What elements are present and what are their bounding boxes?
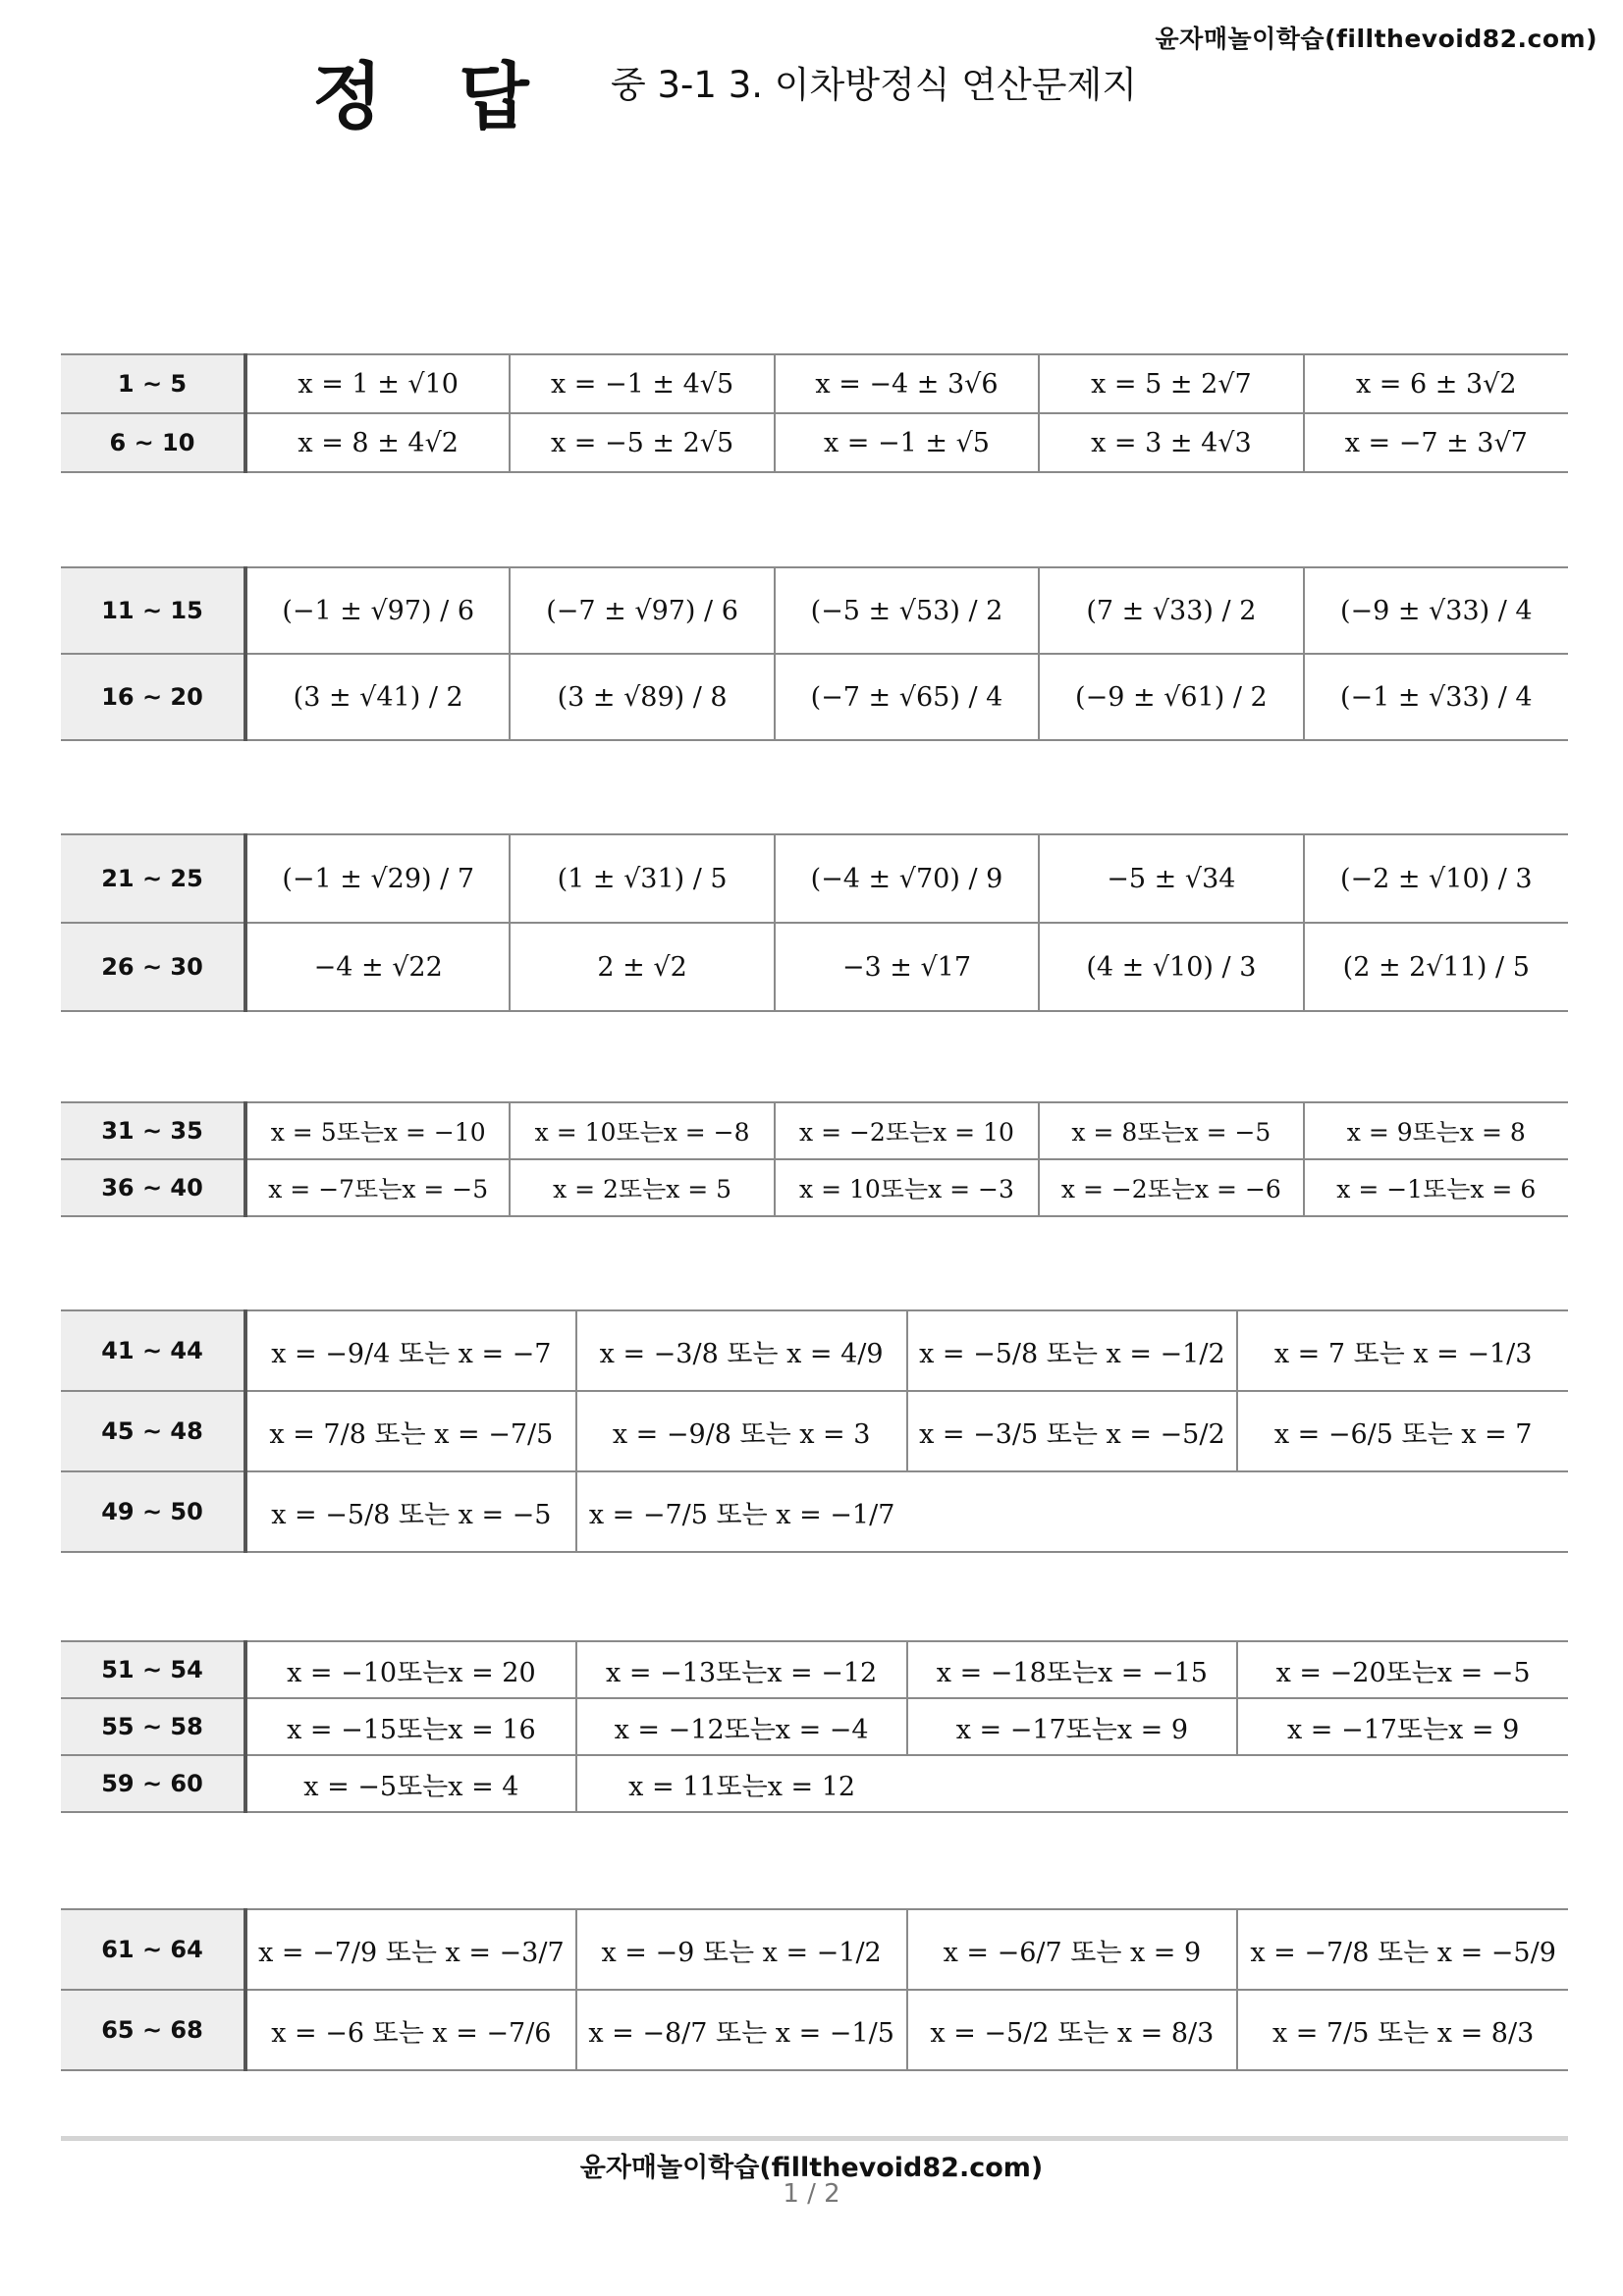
answer-cell: x = −4 ± 3√6 bbox=[775, 354, 1039, 413]
row-label: 65 ~ 68 bbox=[61, 1990, 245, 2070]
page-subtitle: 중 3-1 3. 이차방정식 연산문제지 bbox=[611, 64, 1137, 106]
answer-cell: x = −6 또는 x = −7/6 bbox=[245, 1990, 576, 2070]
answer-cell: x = −5/8 또는 x = −1/2 bbox=[907, 1310, 1238, 1391]
table-row bbox=[61, 1641, 1568, 1698]
row-label: 61 ~ 64 bbox=[61, 1909, 245, 1990]
answer-cell: x = 2또는x = 5 bbox=[510, 1159, 774, 1216]
answer-cell: x = −13또는x = −12 bbox=[576, 1641, 907, 1698]
answer-cell: x = 3 ± 4√3 bbox=[1039, 413, 1303, 472]
answer-cell: x = −5 ± 2√5 bbox=[510, 413, 774, 472]
answer-cell: x = −7/8 또는 x = −5/9 bbox=[1237, 1909, 1568, 1990]
answer-cell: x = −7또는x = −5 bbox=[245, 1159, 510, 1216]
answer-cell: x = −7/9 또는 x = −3/7 bbox=[245, 1909, 576, 1990]
answer-cell: 2 ± √2 bbox=[510, 923, 774, 1011]
table-row bbox=[61, 834, 1568, 923]
answer-cell: x = −9 또는 x = −1/2 bbox=[576, 1909, 907, 1990]
row-label: 6 ~ 10 bbox=[61, 413, 245, 472]
row-label: 16 ~ 20 bbox=[61, 654, 245, 740]
answer-cell: x = 10또는x = −8 bbox=[510, 1102, 774, 1159]
answer-cell: (−1 ± √97) / 6 bbox=[245, 567, 510, 654]
answer-cell: (3 ± √89) / 8 bbox=[510, 654, 774, 740]
answer-cell: x = −8/7 또는 x = −1/5 bbox=[576, 1990, 907, 2070]
answer-table-21-30 bbox=[61, 833, 1568, 1012]
empty-cell bbox=[907, 1755, 1238, 1812]
answer-cell: x = −10또는x = 20 bbox=[245, 1641, 576, 1698]
page-number: 1 / 2 bbox=[783, 2179, 840, 2209]
answer-cell: x = −7 ± 3√7 bbox=[1304, 413, 1568, 472]
row-label: 36 ~ 40 bbox=[61, 1159, 245, 1216]
answer-cell: x = −2또는x = −6 bbox=[1039, 1159, 1303, 1216]
answer-cell: x = 9또는x = 8 bbox=[1304, 1102, 1568, 1159]
answer-cell: x = −7/5 또는 x = −1/7 bbox=[576, 1471, 907, 1552]
answer-cell: x = −20또는x = −5 bbox=[1237, 1641, 1568, 1698]
footer-brand: 윤자매놀이학습(fillthevoid82.com) bbox=[579, 2153, 1044, 2183]
table-row bbox=[61, 1698, 1568, 1755]
answer-cell: (7 ± √33) / 2 bbox=[1039, 567, 1303, 654]
table-row bbox=[61, 1909, 1568, 1990]
answer-table-41-50 bbox=[61, 1309, 1568, 1553]
answer-cell: x = 6 ± 3√2 bbox=[1304, 354, 1568, 413]
header-brand: 윤자매놀이학습(fillthevoid82.com) bbox=[1155, 25, 1597, 53]
answer-cell: (−9 ± √33) / 4 bbox=[1304, 567, 1568, 654]
answer-cell: x = −9/8 또는 x = 3 bbox=[576, 1391, 907, 1471]
empty-cell bbox=[1237, 1471, 1568, 1552]
row-label: 26 ~ 30 bbox=[61, 923, 245, 1011]
answer-cell: −3 ± √17 bbox=[775, 923, 1039, 1011]
answer-cell: x = −15또는x = 16 bbox=[245, 1698, 576, 1755]
answer-cell: x = 8 ± 4√2 bbox=[245, 413, 510, 472]
answer-cell: x = −5/8 또는 x = −5 bbox=[245, 1471, 576, 1552]
answer-cell: x = 8또는x = −5 bbox=[1039, 1102, 1303, 1159]
answer-cell: x = −5또는x = 4 bbox=[245, 1755, 576, 1812]
answer-cell: (2 ± 2√11) / 5 bbox=[1304, 923, 1568, 1011]
answer-cell: x = −17또는x = 9 bbox=[907, 1698, 1238, 1755]
row-label: 51 ~ 54 bbox=[61, 1641, 245, 1698]
row-label: 31 ~ 35 bbox=[61, 1102, 245, 1159]
answer-cell: (−7 ± √97) / 6 bbox=[510, 567, 774, 654]
answer-cell: −5 ± √34 bbox=[1039, 834, 1303, 923]
answer-table-1-10 bbox=[61, 353, 1568, 473]
row-label: 21 ~ 25 bbox=[61, 834, 245, 923]
answer-cell: x = −1 ± 4√5 bbox=[510, 354, 774, 413]
table-row bbox=[61, 654, 1568, 740]
answer-cell: (3 ± √41) / 2 bbox=[245, 654, 510, 740]
answer-cell: x = −9/4 또는 x = −7 bbox=[245, 1310, 576, 1391]
answer-cell: x = 5또는x = −10 bbox=[245, 1102, 510, 1159]
answer-cell: (−9 ± √61) / 2 bbox=[1039, 654, 1303, 740]
page-title: 정 답 bbox=[312, 55, 555, 139]
answer-cell: x = −3/5 또는 x = −5/2 bbox=[907, 1391, 1238, 1471]
answer-cell: x = −3/8 또는 x = 4/9 bbox=[576, 1310, 907, 1391]
footer-divider bbox=[61, 2136, 1568, 2141]
answer-cell: (4 ± √10) / 3 bbox=[1039, 923, 1303, 1011]
answer-cell: x = 1 ± √10 bbox=[245, 354, 510, 413]
row-label: 49 ~ 50 bbox=[61, 1471, 245, 1552]
table-row bbox=[61, 1990, 1568, 2070]
answer-cell: x = 10또는x = −3 bbox=[775, 1159, 1039, 1216]
answer-table-61-68 bbox=[61, 1908, 1568, 2071]
answer-cell: x = 5 ± 2√7 bbox=[1039, 354, 1303, 413]
answer-table-51-60 bbox=[61, 1640, 1568, 1813]
empty-cell bbox=[907, 1471, 1238, 1552]
answer-cell: x = −12또는x = −4 bbox=[576, 1698, 907, 1755]
row-label: 11 ~ 15 bbox=[61, 567, 245, 654]
table-row bbox=[61, 1159, 1568, 1216]
table-row bbox=[61, 1471, 1568, 1552]
answer-cell: x = −18또는x = −15 bbox=[907, 1641, 1238, 1698]
answer-cell: (−2 ± √10) / 3 bbox=[1304, 834, 1568, 923]
answer-cell: x = −2또는x = 10 bbox=[775, 1102, 1039, 1159]
table-row bbox=[61, 1755, 1568, 1812]
row-label: 59 ~ 60 bbox=[61, 1755, 245, 1812]
table-row bbox=[61, 354, 1568, 413]
answer-table-31-40 bbox=[61, 1101, 1568, 1217]
empty-cell bbox=[1237, 1755, 1568, 1812]
table-row bbox=[61, 923, 1568, 1011]
table-row bbox=[61, 413, 1568, 472]
row-label: 41 ~ 44 bbox=[61, 1310, 245, 1391]
answer-cell: x = −5/2 또는 x = 8/3 bbox=[907, 1990, 1238, 2070]
answer-cell: x = 7 또는 x = −1/3 bbox=[1237, 1310, 1568, 1391]
answer-cell: −4 ± √22 bbox=[245, 923, 510, 1011]
row-label: 55 ~ 58 bbox=[61, 1698, 245, 1755]
row-label: 45 ~ 48 bbox=[61, 1391, 245, 1471]
answer-table-11-20 bbox=[61, 566, 1568, 741]
answer-cell: (−7 ± √65) / 4 bbox=[775, 654, 1039, 740]
answer-cell: (−5 ± √53) / 2 bbox=[775, 567, 1039, 654]
table-row bbox=[61, 567, 1568, 654]
table-row bbox=[61, 1310, 1568, 1391]
answer-cell: x = −17또는x = 9 bbox=[1237, 1698, 1568, 1755]
answer-cell: (−1 ± √29) / 7 bbox=[245, 834, 510, 923]
answer-cell: x = −6/7 또는 x = 9 bbox=[907, 1909, 1238, 1990]
table-row bbox=[61, 1102, 1568, 1159]
answer-cell: x = −1또는x = 6 bbox=[1304, 1159, 1568, 1216]
answer-cell: x = −1 ± √5 bbox=[775, 413, 1039, 472]
answer-cell: x = −6/5 또는 x = 7 bbox=[1237, 1391, 1568, 1471]
answer-cell: (−1 ± √33) / 4 bbox=[1304, 654, 1568, 740]
answer-cell: x = 7/5 또는 x = 8/3 bbox=[1237, 1990, 1568, 2070]
answer-cell: x = 7/8 또는 x = −7/5 bbox=[245, 1391, 576, 1471]
answer-cell: (−4 ± √70) / 9 bbox=[775, 834, 1039, 923]
answer-cell: (1 ± √31) / 5 bbox=[510, 834, 774, 923]
answer-cell: x = 11또는x = 12 bbox=[576, 1755, 907, 1812]
table-row bbox=[61, 1391, 1568, 1471]
row-label: 1 ~ 5 bbox=[61, 354, 245, 413]
